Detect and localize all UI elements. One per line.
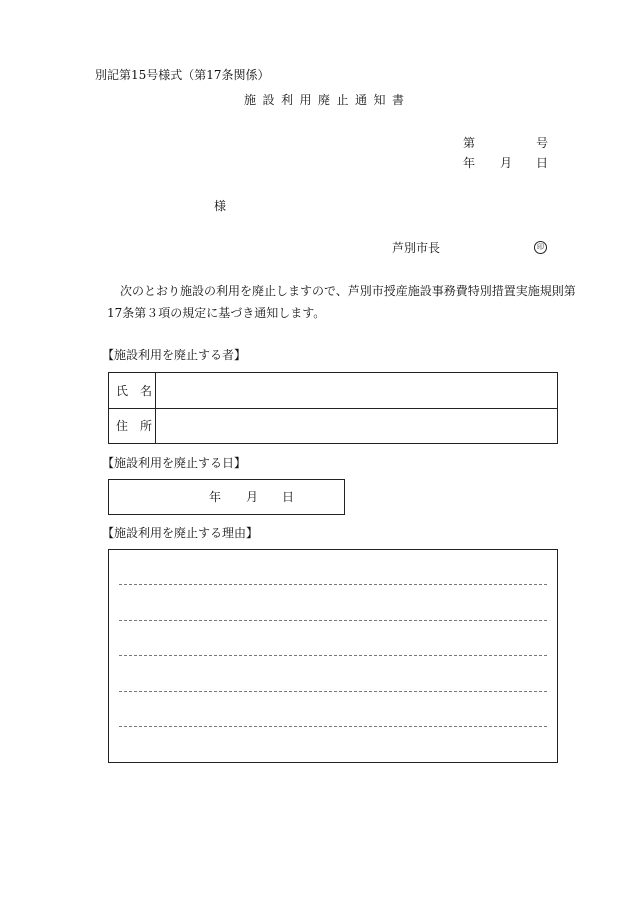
reason-writing-line <box>119 584 547 585</box>
address-label: 住 所 <box>116 419 153 433</box>
reference-go-label: 号 <box>536 136 549 150</box>
reason-writing-line <box>119 726 547 727</box>
reason-writing-line <box>119 655 547 656</box>
addressee-suffix: 様 <box>214 199 227 213</box>
seal-mark: 印 <box>534 241 547 254</box>
reference-dai-label: 第 <box>463 136 476 150</box>
issue-day-label: 日 <box>536 156 549 170</box>
issue-year-label: 年 <box>463 156 476 170</box>
reason-writing-line <box>119 691 547 692</box>
reason-writing-line <box>119 620 547 621</box>
person-section-heading: 【施設利用を廃止する者】 <box>102 348 247 362</box>
end-date-day-label: 日 <box>282 490 295 504</box>
date-section-heading: 【施設利用を廃止する日】 <box>102 456 247 470</box>
end-date-year-label: 年 <box>209 490 222 504</box>
address-field[interactable] <box>155 409 557 443</box>
reason-section-heading: 【施設利用を廃止する理由】 <box>102 526 259 540</box>
document-title: 施設利用廃止通知書 <box>244 93 411 107</box>
issue-month-label: 月 <box>500 156 513 170</box>
end-date-field[interactable] <box>108 479 345 515</box>
name-field[interactable] <box>155 373 557 407</box>
form-number: 別記第15号様式（第17条関係） <box>95 68 270 82</box>
body-text-line1: 次のとおり施設の利用を廃止しますので、芦別市授産施設事務費特別措置実施規則第 <box>120 284 576 298</box>
sender-name: 芦別市長 <box>392 241 441 255</box>
name-label: 氏 名 <box>116 384 153 398</box>
reason-field[interactable] <box>108 549 558 763</box>
body-text-line2: 17条第３項の規定に基づき通知します。 <box>107 306 326 320</box>
end-date-month-label: 月 <box>246 490 259 504</box>
